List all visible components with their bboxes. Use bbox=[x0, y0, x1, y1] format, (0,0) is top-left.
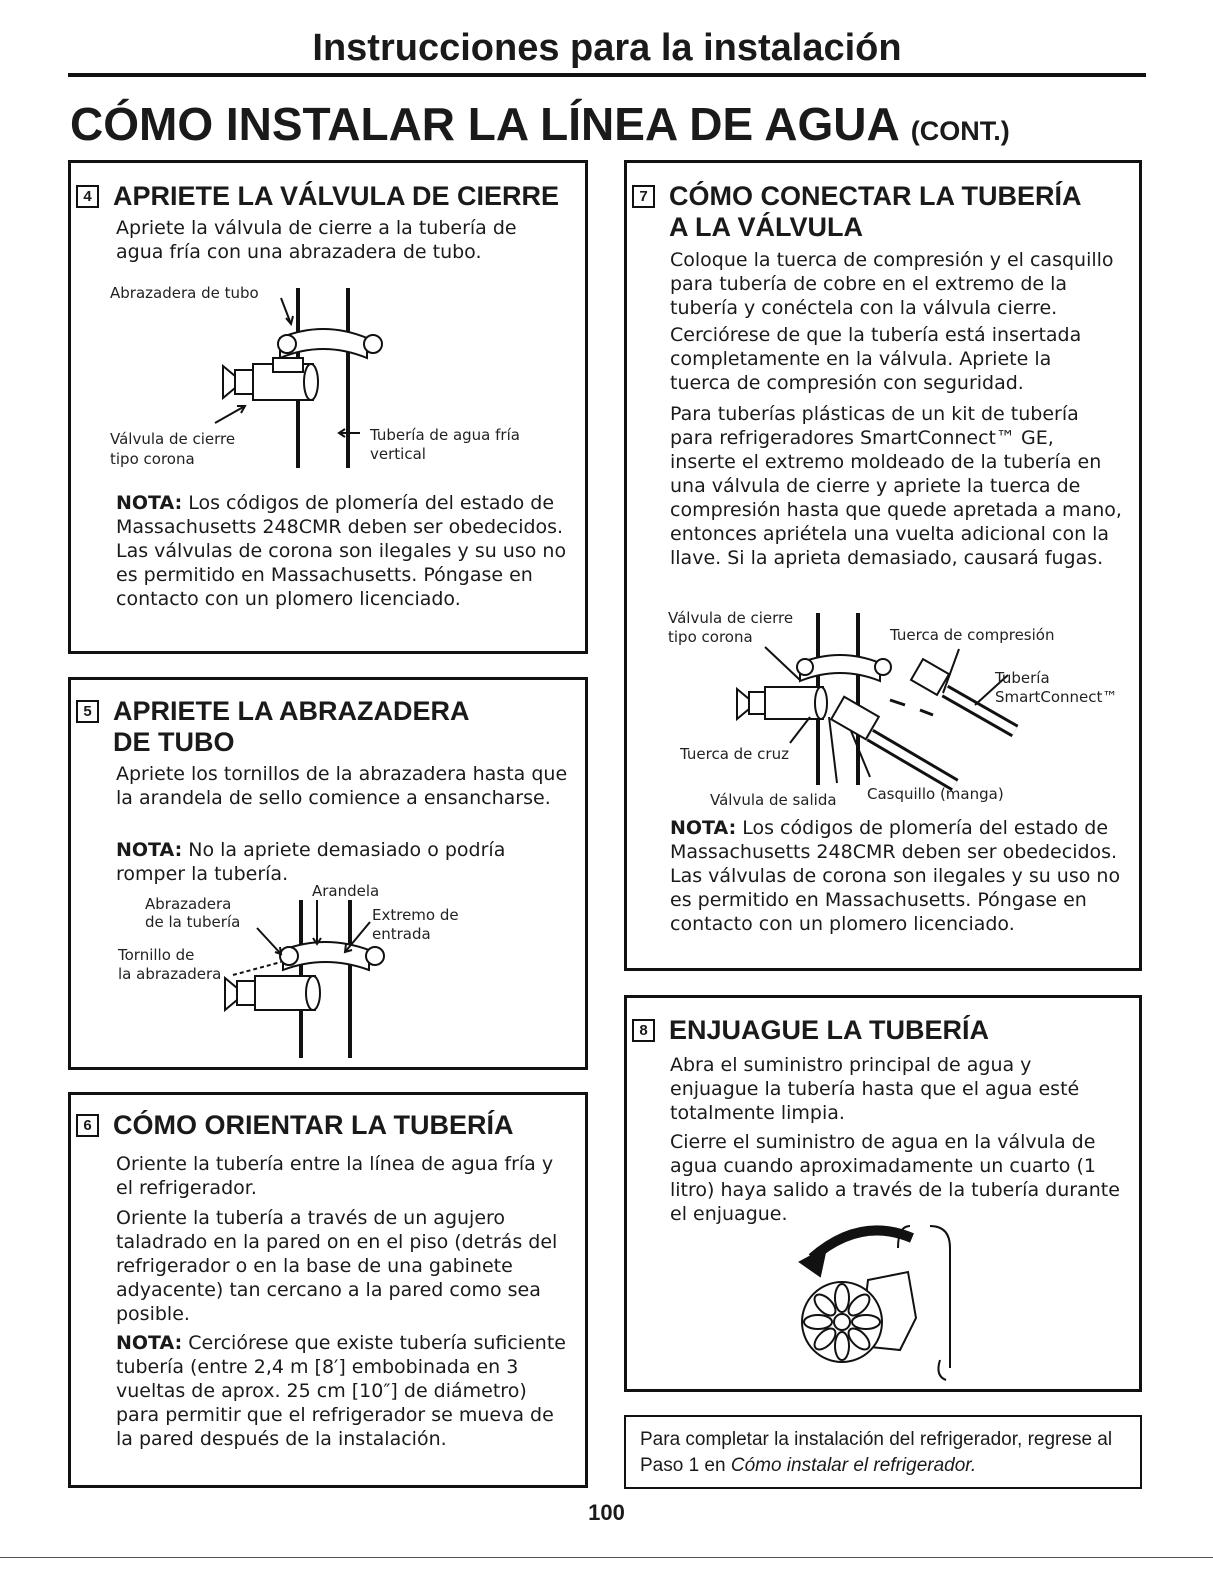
step-5-note-text: No la apriete demasiado o podría romper la tubería. bbox=[116, 839, 506, 885]
label-screw-line-1: Tornillo de bbox=[118, 946, 195, 964]
step-8-body-1: Abra el suministro principal de agua y enjuague la tubería hasta que el agua esté totalmente limpia. bbox=[670, 1054, 1080, 1124]
label-tubing-line-1: Tubería bbox=[995, 669, 1050, 687]
page-title-suffix: (CONT.) bbox=[910, 116, 1010, 146]
label-valve-line-2: tipo corona bbox=[110, 450, 195, 468]
step-5-number: 5 bbox=[76, 700, 99, 723]
label-valve-line-1: Válvula de cierre bbox=[110, 430, 236, 448]
label-outlet-valve: Válvula de salida bbox=[710, 791, 837, 809]
step-4-note-text: Los códigos de plomería del estado de Massachusetts 248CMR deben ser obedecidos. Las válvulas de corona son ilegales y su uso no es permitido en Massachusetts. Póngase en contacto con un plomero licenciado. bbox=[116, 492, 567, 610]
step-8-figure bbox=[790, 1218, 970, 1383]
label-sleeve: Casquillo (manga) bbox=[867, 785, 1004, 803]
step-5-title-line-2: DE TUBO bbox=[113, 727, 235, 757]
step-4-title bbox=[76, 181, 581, 212]
shutoff-valve-clamp-illustration bbox=[105, 278, 565, 478]
step-6-note-text: Cerciórese que existe tubería suficiente tubería (entre 2,4 m [8′] embobinada en 3 vueltas de aprox. 25 cm [10″] de diámetro) para permitir que el refrigerador se mueva de la pared después de la instalación. bbox=[116, 1332, 566, 1450]
label-pipe-line-1: Tubería de agua fría bbox=[370, 426, 520, 444]
page-title-text: CÓMO INSTALAR LA LÍNEA DE AGUA bbox=[70, 98, 898, 150]
valve-handle-illustration bbox=[790, 1218, 970, 1383]
bottom-divider bbox=[0, 1557, 1213, 1558]
step-7-title bbox=[632, 181, 1137, 243]
page-title bbox=[70, 98, 1010, 157]
label-clamp-line-2: de la tubería bbox=[145, 913, 241, 931]
step-7-note-text: Los códigos de plomería del estado de Massachusetts 248CMR deben ser obedecidos. Las válvulas de corona son ilegales y su uso no es permitido en Massachusetts. Póngase en contacto con un plomero licenciado. bbox=[670, 817, 1121, 935]
step-7-title-line-1: CÓMO CONECTAR LA TUBERÍA bbox=[669, 181, 1082, 211]
footnote-reference: Cómo instalar el refrigerador. bbox=[730, 1455, 977, 1476]
step-7-note bbox=[670, 816, 1125, 936]
label-pipe-line-2: vertical bbox=[370, 445, 426, 463]
step-7-body-1: Coloque la tuerca de compresión y el casquillo para tubería de cobre en el extremo de la tubería y conéctela con la válvula cierre. bbox=[670, 249, 1114, 319]
label-clamp-line-1: Abrazadera bbox=[145, 895, 232, 913]
step-7-title-line-2: A LA VÁLVULA bbox=[669, 212, 863, 242]
step-8-title-text: ENJUAGUE LA TUBERÍA bbox=[669, 1015, 990, 1045]
step-8-body-2: Cierre el suministro de agua en la válvula de agua cuando aproximadamente un cuarto (1 litro) haya salido a través de la tubería durante el enjuague. bbox=[670, 1131, 1120, 1225]
step-4-number: 4 bbox=[76, 185, 99, 208]
step-4-title-text: APRIETE LA VÁLVULA DE CIERRE bbox=[113, 181, 560, 211]
step-5-title bbox=[76, 696, 581, 758]
label-cross-nut: Tuerca de cruz bbox=[680, 745, 789, 763]
step-6-title-text: CÓMO ORIENTAR LA TUBERÍA bbox=[113, 1110, 514, 1140]
step-6-body-2: Oriente la tubería a través de un agujero taladrado en la pared on en el piso (detrás del refrigerador o en la base de una gabinete adyacente) tan cercano a la pared como sea posible. bbox=[116, 1207, 558, 1325]
section-header: Instrucciones para la instalación bbox=[312, 27, 902, 69]
step-6-body-1: Oriente la tubería entre la línea de agua fría y el refrigerador. bbox=[116, 1153, 554, 1199]
step-7-number: 7 bbox=[632, 185, 655, 208]
label-washer: Arandela bbox=[312, 882, 380, 900]
label-tubing-line-2: SmartConnect™ bbox=[995, 688, 1118, 706]
footnote-body: Para completar la instalación del refrigerador, regrese al Paso 1 en bbox=[640, 1429, 1113, 1476]
step-6-note-label: NOTA: bbox=[116, 1332, 183, 1354]
step-5-title-line-1: APRIETE LA ABRAZADERA bbox=[113, 696, 470, 726]
label-inlet-line-2: entrada bbox=[372, 925, 431, 943]
label-inlet-line-1: Extremo de bbox=[372, 906, 459, 924]
step-4-note bbox=[116, 491, 571, 611]
label-clamp: Abrazadera de tubo bbox=[110, 284, 259, 302]
step-6-note bbox=[116, 1331, 571, 1451]
step-7-body-2: Cerciórese de que la tubería está insertada completamente en la válvula. Apriete la tuerca de compresión con seguridad. bbox=[670, 324, 1082, 394]
step-7-body-3: Para tuberías plásticas de un kit de tubería para refrigeradores SmartConnect™ GE, inserte el extremo moldeado de la tubería en una válvula de cierre y apriete la tuerca de compresión hasta que quede apretada a mano, entonces apriétela una vuelta adicional con la llave. Si la aprieta demasiado, causará fugas. bbox=[670, 403, 1122, 569]
step-8-title bbox=[632, 1015, 1137, 1046]
step-4-figure bbox=[105, 278, 565, 478]
step-7-note-label: NOTA: bbox=[670, 817, 737, 839]
step-6-number: 6 bbox=[76, 1114, 99, 1137]
label-valve-line-2: tipo corona bbox=[668, 628, 753, 646]
step-6-title bbox=[76, 1110, 581, 1141]
step-8-number: 8 bbox=[632, 1019, 655, 1042]
label-screw-line-2: la abrazadera bbox=[118, 965, 222, 983]
footnote-text bbox=[640, 1427, 1135, 1479]
step-5-body: Apriete los tornillos de la abrazadera hasta que la arandela de sello comience a ensancharse. bbox=[116, 763, 568, 809]
step-5-note bbox=[116, 838, 561, 886]
step-5-note-label: NOTA: bbox=[116, 839, 183, 861]
step-4-note-label: NOTA: bbox=[116, 492, 183, 514]
label-valve-line-1: Válvula de cierre bbox=[668, 609, 794, 627]
page-number: 100 bbox=[588, 1500, 625, 1525]
label-compression-nut: Tuerca de compresión bbox=[890, 626, 1055, 644]
header-divider bbox=[68, 73, 1146, 77]
step-4-body: Apriete la válvula de cierre a la tubería de agua fría con una abrazadera de tubo. bbox=[116, 217, 517, 263]
